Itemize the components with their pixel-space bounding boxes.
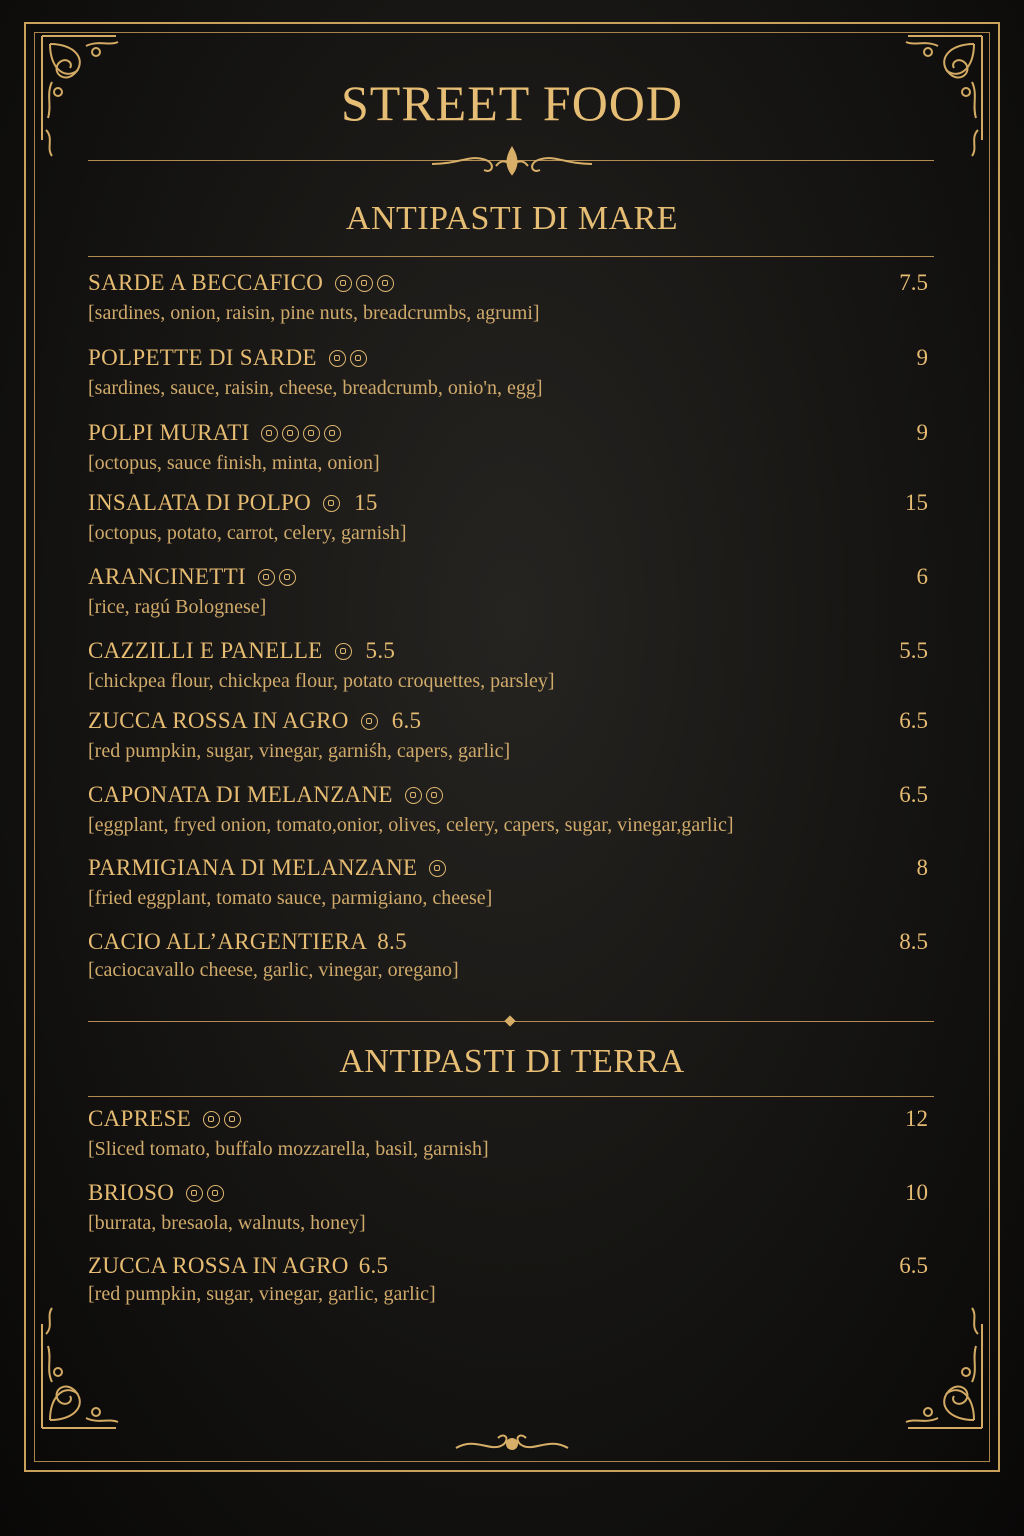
dietary-icons — [329, 347, 371, 373]
divider — [88, 256, 934, 257]
menu-item — [88, 345, 928, 400]
cup-icon — [303, 425, 320, 442]
item-price: 6 — [916, 564, 928, 589]
leaf-icon — [186, 1185, 203, 1202]
menu-item — [88, 638, 928, 693]
item-name — [88, 1180, 928, 1208]
globe-icon — [282, 425, 299, 442]
menu-item — [88, 420, 928, 475]
item-name-text: CAZZILLI E PANELLE — [88, 638, 323, 663]
item-name — [88, 708, 928, 736]
divider — [88, 1096, 934, 1097]
section-title: ANTIPASTI DI TERRA — [339, 1043, 685, 1080]
item-description: [chickpea flour, chickpea flour, potato croquettes, parsley] — [88, 670, 555, 692]
menu-item — [88, 929, 928, 982]
item-price: 6.5 — [899, 1253, 928, 1278]
allergen-icon — [261, 425, 278, 442]
item-price: 8.5 — [899, 929, 928, 954]
item-description: [eggplant, fryed onion, tomato,onior, olives, celery, capers, sugar, vinegar,garlic] — [88, 814, 734, 836]
item-name-text: POLPI MURATI — [88, 420, 250, 445]
bottom-ornament-icon — [452, 1426, 572, 1460]
dietary-icons — [429, 857, 450, 883]
corner-flourish-icon — [878, 1294, 988, 1434]
item-name — [88, 638, 928, 666]
item-name — [88, 1253, 928, 1279]
leaf-icon — [405, 787, 422, 804]
item-name-text: INSALATA DI POLPO — [88, 490, 312, 515]
menu-item — [88, 270, 928, 325]
item-description: [octopus, sauce finish, minta, onion] — [88, 452, 380, 474]
item-name-text: POLPETTE DI SARDE — [88, 345, 317, 370]
item-name-text: PARMIGIANA DI MELANZANE — [88, 855, 418, 880]
menu-item — [88, 1106, 928, 1161]
item-description: [sardines, sauce, raisin, cheese, breadcrumb, onio'n, egg] — [88, 377, 543, 399]
allergen-icon — [429, 860, 446, 877]
item-name — [88, 929, 928, 955]
menu-item — [88, 564, 928, 619]
item-description: [caciocavallo cheese, garlic, vinegar, oregano] — [88, 959, 459, 981]
item-description: [octopus, potato, carrot, celery, garnish] — [88, 522, 407, 544]
dietary-icons — [405, 784, 447, 810]
inline-price: 5.5 — [365, 638, 396, 663]
dietary-icons — [323, 492, 344, 518]
menu-item — [88, 855, 928, 910]
cup-icon — [335, 643, 352, 660]
dietary-icons — [203, 1108, 245, 1134]
item-description: [red pumpkin, sugar, vinegar, garniśh, capers, garlic] — [88, 740, 511, 762]
inline-price: 15 — [354, 490, 378, 515]
item-name-text: SARDE A BECCAFICO — [88, 270, 324, 295]
item-description: [red pumpkin, sugar, vinegar, garlic, garlic] — [88, 1283, 436, 1305]
item-name — [88, 855, 928, 883]
dietary-icons — [186, 1182, 228, 1208]
item-description: [sardines, onion, raisin, pine nuts, breadcrumbs, agrumi] — [88, 302, 540, 324]
item-name — [88, 345, 928, 373]
item-name — [88, 490, 928, 518]
item-description: [Sliced tomato, buffalo mozzarella, basil, garnish] — [88, 1138, 489, 1160]
dietary-icons — [261, 422, 345, 448]
item-price: 6.5 — [899, 708, 928, 733]
item-price: 5.5 — [899, 638, 928, 663]
item-description: [burrata, bresaola, walnuts, honey] — [88, 1212, 366, 1234]
corner-flourish-icon — [36, 1294, 146, 1434]
scroll-ornament-icon — [430, 144, 594, 180]
item-name-text: BRIOSO — [88, 1180, 175, 1205]
menu-item — [88, 1180, 928, 1235]
inline-price: 6.5 — [391, 708, 422, 733]
menu-title: STREET FOOD — [340, 75, 684, 131]
allergen-icon — [350, 350, 367, 367]
menu-item — [88, 708, 928, 763]
item-price: 8 — [916, 855, 928, 880]
item-price: 10 — [905, 1180, 928, 1205]
item-name — [88, 420, 928, 448]
item-price: 6.5 — [899, 782, 928, 807]
allergen-icon — [207, 1185, 224, 1202]
diet-icon — [335, 275, 352, 292]
item-name-text: CACIO ALL’ARGENTIERA — [88, 929, 368, 954]
item-name — [88, 270, 928, 298]
item-price: 7.5 — [899, 270, 928, 295]
dietary-icons — [335, 640, 356, 666]
item-price: 9 — [916, 420, 928, 445]
allergen-icon — [377, 275, 394, 292]
item-description: [fried eggplant, tomato sauce, parmigiano, cheese] — [88, 887, 493, 909]
menu-item — [88, 490, 928, 545]
dietary-icons — [335, 272, 398, 298]
apple-icon — [323, 495, 340, 512]
badge-icon — [279, 569, 296, 586]
item-description: [rice, ragú Bolognese] — [88, 596, 267, 618]
allergen-icon — [224, 1111, 241, 1128]
inline-price: 8.5 — [377, 929, 407, 954]
dietary-icons — [258, 566, 300, 592]
section-title: ANTIPASTI DI MARE — [345, 200, 679, 237]
item-name-text: CAPONATA DI MELANZANE — [88, 782, 393, 807]
item-price: 12 — [905, 1106, 928, 1131]
item-name-text: ZUCCA ROSSA IN AGRO — [88, 1253, 349, 1278]
apple-icon — [203, 1111, 220, 1128]
allergen-icon — [426, 787, 443, 804]
allergen-icon — [258, 569, 275, 586]
item-name — [88, 1106, 928, 1134]
item-price: 9 — [916, 345, 928, 370]
dietary-icons — [361, 710, 382, 736]
item-name — [88, 564, 928, 592]
badge-icon — [356, 275, 373, 292]
item-price: 15 — [905, 490, 928, 515]
allergen-icon — [324, 425, 341, 442]
menu-item — [88, 1253, 928, 1306]
item-name-text: ZUCCA ROSSA IN AGRO — [88, 708, 349, 733]
leaf-icon — [361, 713, 378, 730]
item-name-text: CAPRESE — [88, 1106, 192, 1131]
leaf-icon — [329, 350, 346, 367]
item-name — [88, 782, 928, 810]
item-name-text: ARANCINETTI — [88, 564, 246, 589]
menu-item — [88, 782, 928, 837]
inline-price: 6.5 — [358, 1253, 389, 1278]
